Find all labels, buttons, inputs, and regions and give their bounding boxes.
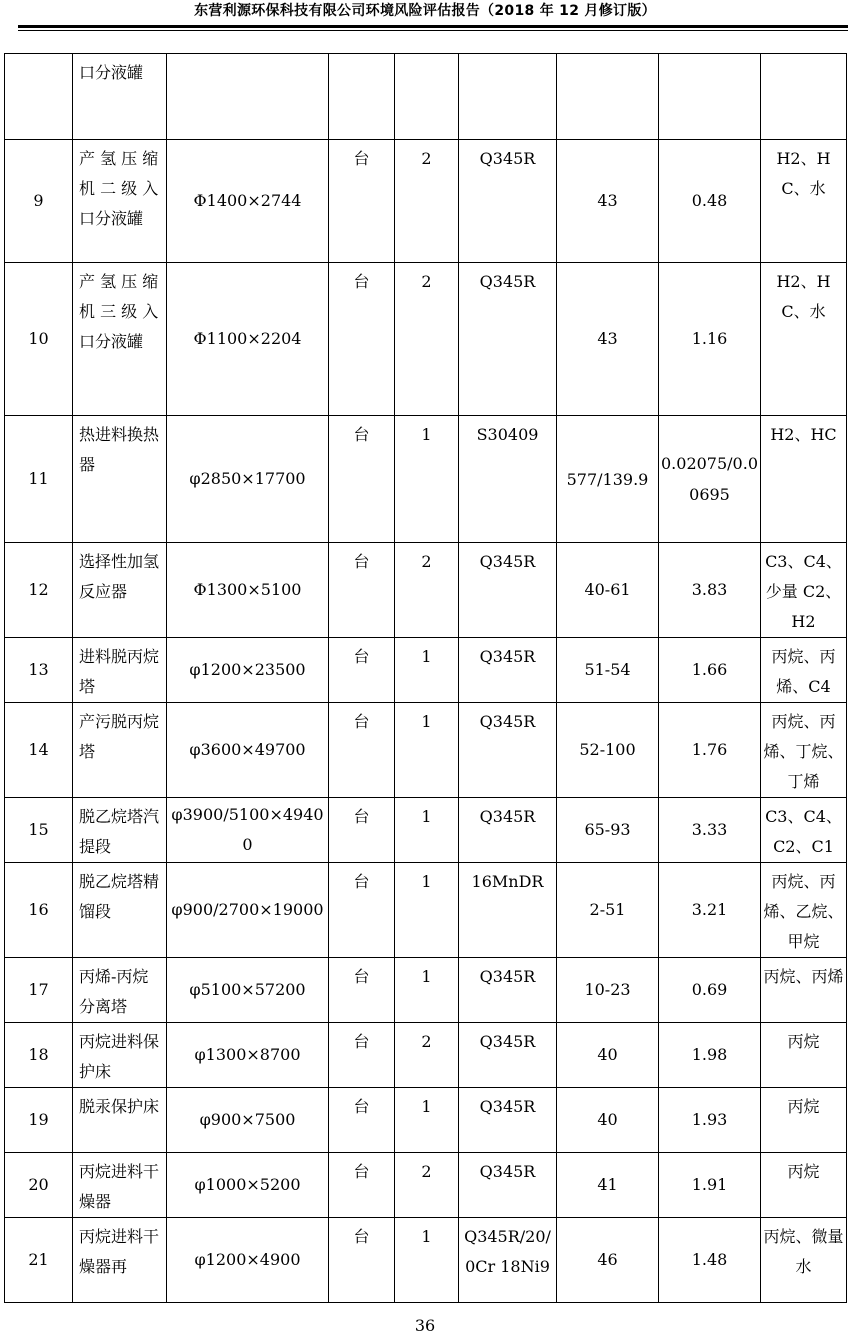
medium: C3、C4、C2、C1 [761, 798, 847, 863]
equipment-quantity: 2 [395, 1153, 459, 1218]
operating-pressure: 3.33 [659, 798, 761, 863]
equipment-unit: 台 [329, 863, 395, 958]
operating-temperature: 43 [557, 263, 659, 416]
medium: 丙烷、丙烯 [761, 958, 847, 1023]
equipment-name: 丙烷进料保护床 [73, 1023, 167, 1088]
row-number: 10 [5, 263, 73, 416]
row-number [5, 54, 73, 140]
equipment-material: Q345R [459, 1023, 557, 1088]
table-row [5, 638, 847, 703]
equipment-name: 脱乙烷塔汽提段 [73, 798, 167, 863]
operating-pressure: 3.21 [659, 863, 761, 958]
row-number: 13 [5, 638, 73, 703]
equipment-spec: φ1000×5200 [167, 1153, 329, 1218]
equipment-material: Q345R [459, 958, 557, 1023]
table-row [5, 54, 847, 140]
operating-pressure: 1.16 [659, 263, 761, 416]
equipment-spec: φ5100×57200 [167, 958, 329, 1023]
table-row [5, 543, 847, 638]
equipment-name: 选择性加氢反应器 [73, 543, 167, 638]
row-number: 14 [5, 703, 73, 798]
table-row [5, 140, 847, 263]
equipment-material: S30409 [459, 416, 557, 543]
operating-temperature: 10-23 [557, 958, 659, 1023]
medium: C3、C4、少量 C2、H2 [761, 543, 847, 638]
equipment-quantity: 1 [395, 416, 459, 543]
operating-pressure: 1.48 [659, 1218, 761, 1303]
equipment-name: 脱汞保护床 [73, 1088, 167, 1153]
equipment-unit: 台 [329, 638, 395, 703]
row-number: 18 [5, 1023, 73, 1088]
equipment-material: Q345R [459, 1088, 557, 1153]
operating-temperature: 40 [557, 1088, 659, 1153]
medium: H2、HC、水 [761, 140, 847, 263]
medium: 丙烷、丙烯、乙烷、甲烷 [761, 863, 847, 958]
equipment-spec: φ2850×17700 [167, 416, 329, 543]
medium: 丙烷 [761, 1023, 847, 1088]
medium: 丙烷、丙烯、C4 [761, 638, 847, 703]
equipment-unit: 台 [329, 1218, 395, 1303]
medium: 丙烷、丙烯、丁烷、丁烯 [761, 703, 847, 798]
operating-pressure: 1.91 [659, 1153, 761, 1218]
equipment-material: Q345R/20/0Cr 18Ni9 [459, 1218, 557, 1303]
equipment-material: Q345R [459, 263, 557, 416]
operating-pressure: 1.66 [659, 638, 761, 703]
equipment-quantity: 1 [395, 863, 459, 958]
row-number: 16 [5, 863, 73, 958]
operating-temperature: 52-100 [557, 703, 659, 798]
operating-pressure: 1.98 [659, 1023, 761, 1088]
operating-temperature: 41 [557, 1153, 659, 1218]
header-rule-thin [18, 30, 848, 31]
equipment-name: 热进料换热器 [73, 416, 167, 543]
operating-pressure: 0.69 [659, 958, 761, 1023]
operating-temperature: 40-61 [557, 543, 659, 638]
equipment-quantity: 1 [395, 638, 459, 703]
equipment-unit [329, 54, 395, 140]
equipment-unit: 台 [329, 1153, 395, 1218]
row-number: 9 [5, 140, 73, 263]
equipment-quantity: 2 [395, 1023, 459, 1088]
operating-temperature [557, 54, 659, 140]
equipment-quantity: 1 [395, 703, 459, 798]
equipment-spec: Φ1100×2204 [167, 263, 329, 416]
equipment-spec: φ3600×49700 [167, 703, 329, 798]
equipment-unit: 台 [329, 1023, 395, 1088]
row-number: 21 [5, 1218, 73, 1303]
medium: 丙烷 [761, 1153, 847, 1218]
equipment-material [459, 54, 557, 140]
equipment-quantity: 2 [395, 140, 459, 263]
table-row [5, 1088, 847, 1153]
operating-temperature: 51-54 [557, 638, 659, 703]
medium: H2、HC、水 [761, 263, 847, 416]
equipment-quantity: 1 [395, 1088, 459, 1153]
table-row [5, 863, 847, 958]
equipment-spec: φ3900/5100×49400 [167, 798, 329, 863]
equipment-material: Q345R [459, 140, 557, 263]
row-number: 17 [5, 958, 73, 1023]
operating-temperature: 2-51 [557, 863, 659, 958]
equipment-quantity: 1 [395, 1218, 459, 1303]
medium: 丙烷 [761, 1088, 847, 1153]
equipment-table [4, 53, 847, 1303]
operating-temperature: 46 [557, 1218, 659, 1303]
equipment-spec: φ1300×8700 [167, 1023, 329, 1088]
equipment-name: 丙烷进料干燥器再 [73, 1218, 167, 1303]
table-row [5, 1023, 847, 1088]
equipment-quantity: 1 [395, 958, 459, 1023]
equipment-spec: Φ1400×2744 [167, 140, 329, 263]
medium: H2、HC [761, 416, 847, 543]
equipment-name: 进料脱丙烷塔 [73, 638, 167, 703]
operating-pressure: 0.02075/0.00695 [659, 416, 761, 543]
equipment-name: 丙烯-丙烷分离塔 [73, 958, 167, 1023]
equipment-quantity [395, 54, 459, 140]
equipment-name: 产污脱丙烷塔 [73, 703, 167, 798]
page-number: 36 [414, 1316, 436, 1335]
operating-temperature: 40 [557, 1023, 659, 1088]
equipment-quantity: 1 [395, 798, 459, 863]
header-rule-thick [18, 25, 848, 28]
row-number: 20 [5, 1153, 73, 1218]
operating-temperature: 65-93 [557, 798, 659, 863]
equipment-unit: 台 [329, 543, 395, 638]
row-number: 15 [5, 798, 73, 863]
equipment-unit: 台 [329, 416, 395, 543]
equipment-material: 16MnDR [459, 863, 557, 958]
equipment-name: 产 氢 压 缩 机 三 级 入口分液罐 [73, 263, 167, 416]
table-row [5, 703, 847, 798]
equipment-unit: 台 [329, 703, 395, 798]
table-row [5, 416, 847, 543]
equipment-name: 脱乙烷塔精馏段 [73, 863, 167, 958]
equipment-unit: 台 [329, 958, 395, 1023]
equipment-material: Q345R [459, 703, 557, 798]
equipment-unit: 台 [329, 1088, 395, 1153]
equipment-name: 口分液罐 [73, 54, 167, 140]
equipment-unit: 台 [329, 140, 395, 263]
equipment-spec [167, 54, 329, 140]
row-number: 19 [5, 1088, 73, 1153]
equipment-name: 产 氢 压 缩机 二 级 入 口分液罐 [73, 140, 167, 263]
operating-temperature: 43 [557, 140, 659, 263]
operating-pressure: 1.76 [659, 703, 761, 798]
row-number: 11 [5, 416, 73, 543]
equipment-name: 丙烷进料干燥器 [73, 1153, 167, 1218]
equipment-material: Q345R [459, 543, 557, 638]
operating-pressure [659, 54, 761, 140]
operating-temperature: 577/139.9 [557, 416, 659, 543]
table-row [5, 263, 847, 416]
equipment-quantity: 2 [395, 543, 459, 638]
equipment-spec: φ1200×4900 [167, 1218, 329, 1303]
table-row [5, 958, 847, 1023]
operating-pressure: 0.48 [659, 140, 761, 263]
equipment-quantity: 2 [395, 263, 459, 416]
operating-pressure: 3.83 [659, 543, 761, 638]
equipment-unit: 台 [329, 798, 395, 863]
equipment-material: Q345R [459, 638, 557, 703]
equipment-spec: φ900×7500 [167, 1088, 329, 1153]
equipment-unit: 台 [329, 263, 395, 416]
medium: 丙烷、微量水 [761, 1218, 847, 1303]
table-row [5, 1153, 847, 1218]
row-number: 12 [5, 543, 73, 638]
medium [761, 54, 847, 140]
equipment-spec: Φ1300×5100 [167, 543, 329, 638]
operating-pressure: 1.93 [659, 1088, 761, 1153]
page-header: 东营利源环保科技有限公司环境风险评估报告（2018 年 12 月修订版） [194, 3, 656, 19]
equipment-spec: φ1200×23500 [167, 638, 329, 703]
table-row [5, 1218, 847, 1303]
table-row [5, 798, 847, 863]
equipment-material: Q345R [459, 1153, 557, 1218]
equipment-material: Q345R [459, 798, 557, 863]
equipment-spec: φ900/2700×19000 [167, 863, 329, 958]
